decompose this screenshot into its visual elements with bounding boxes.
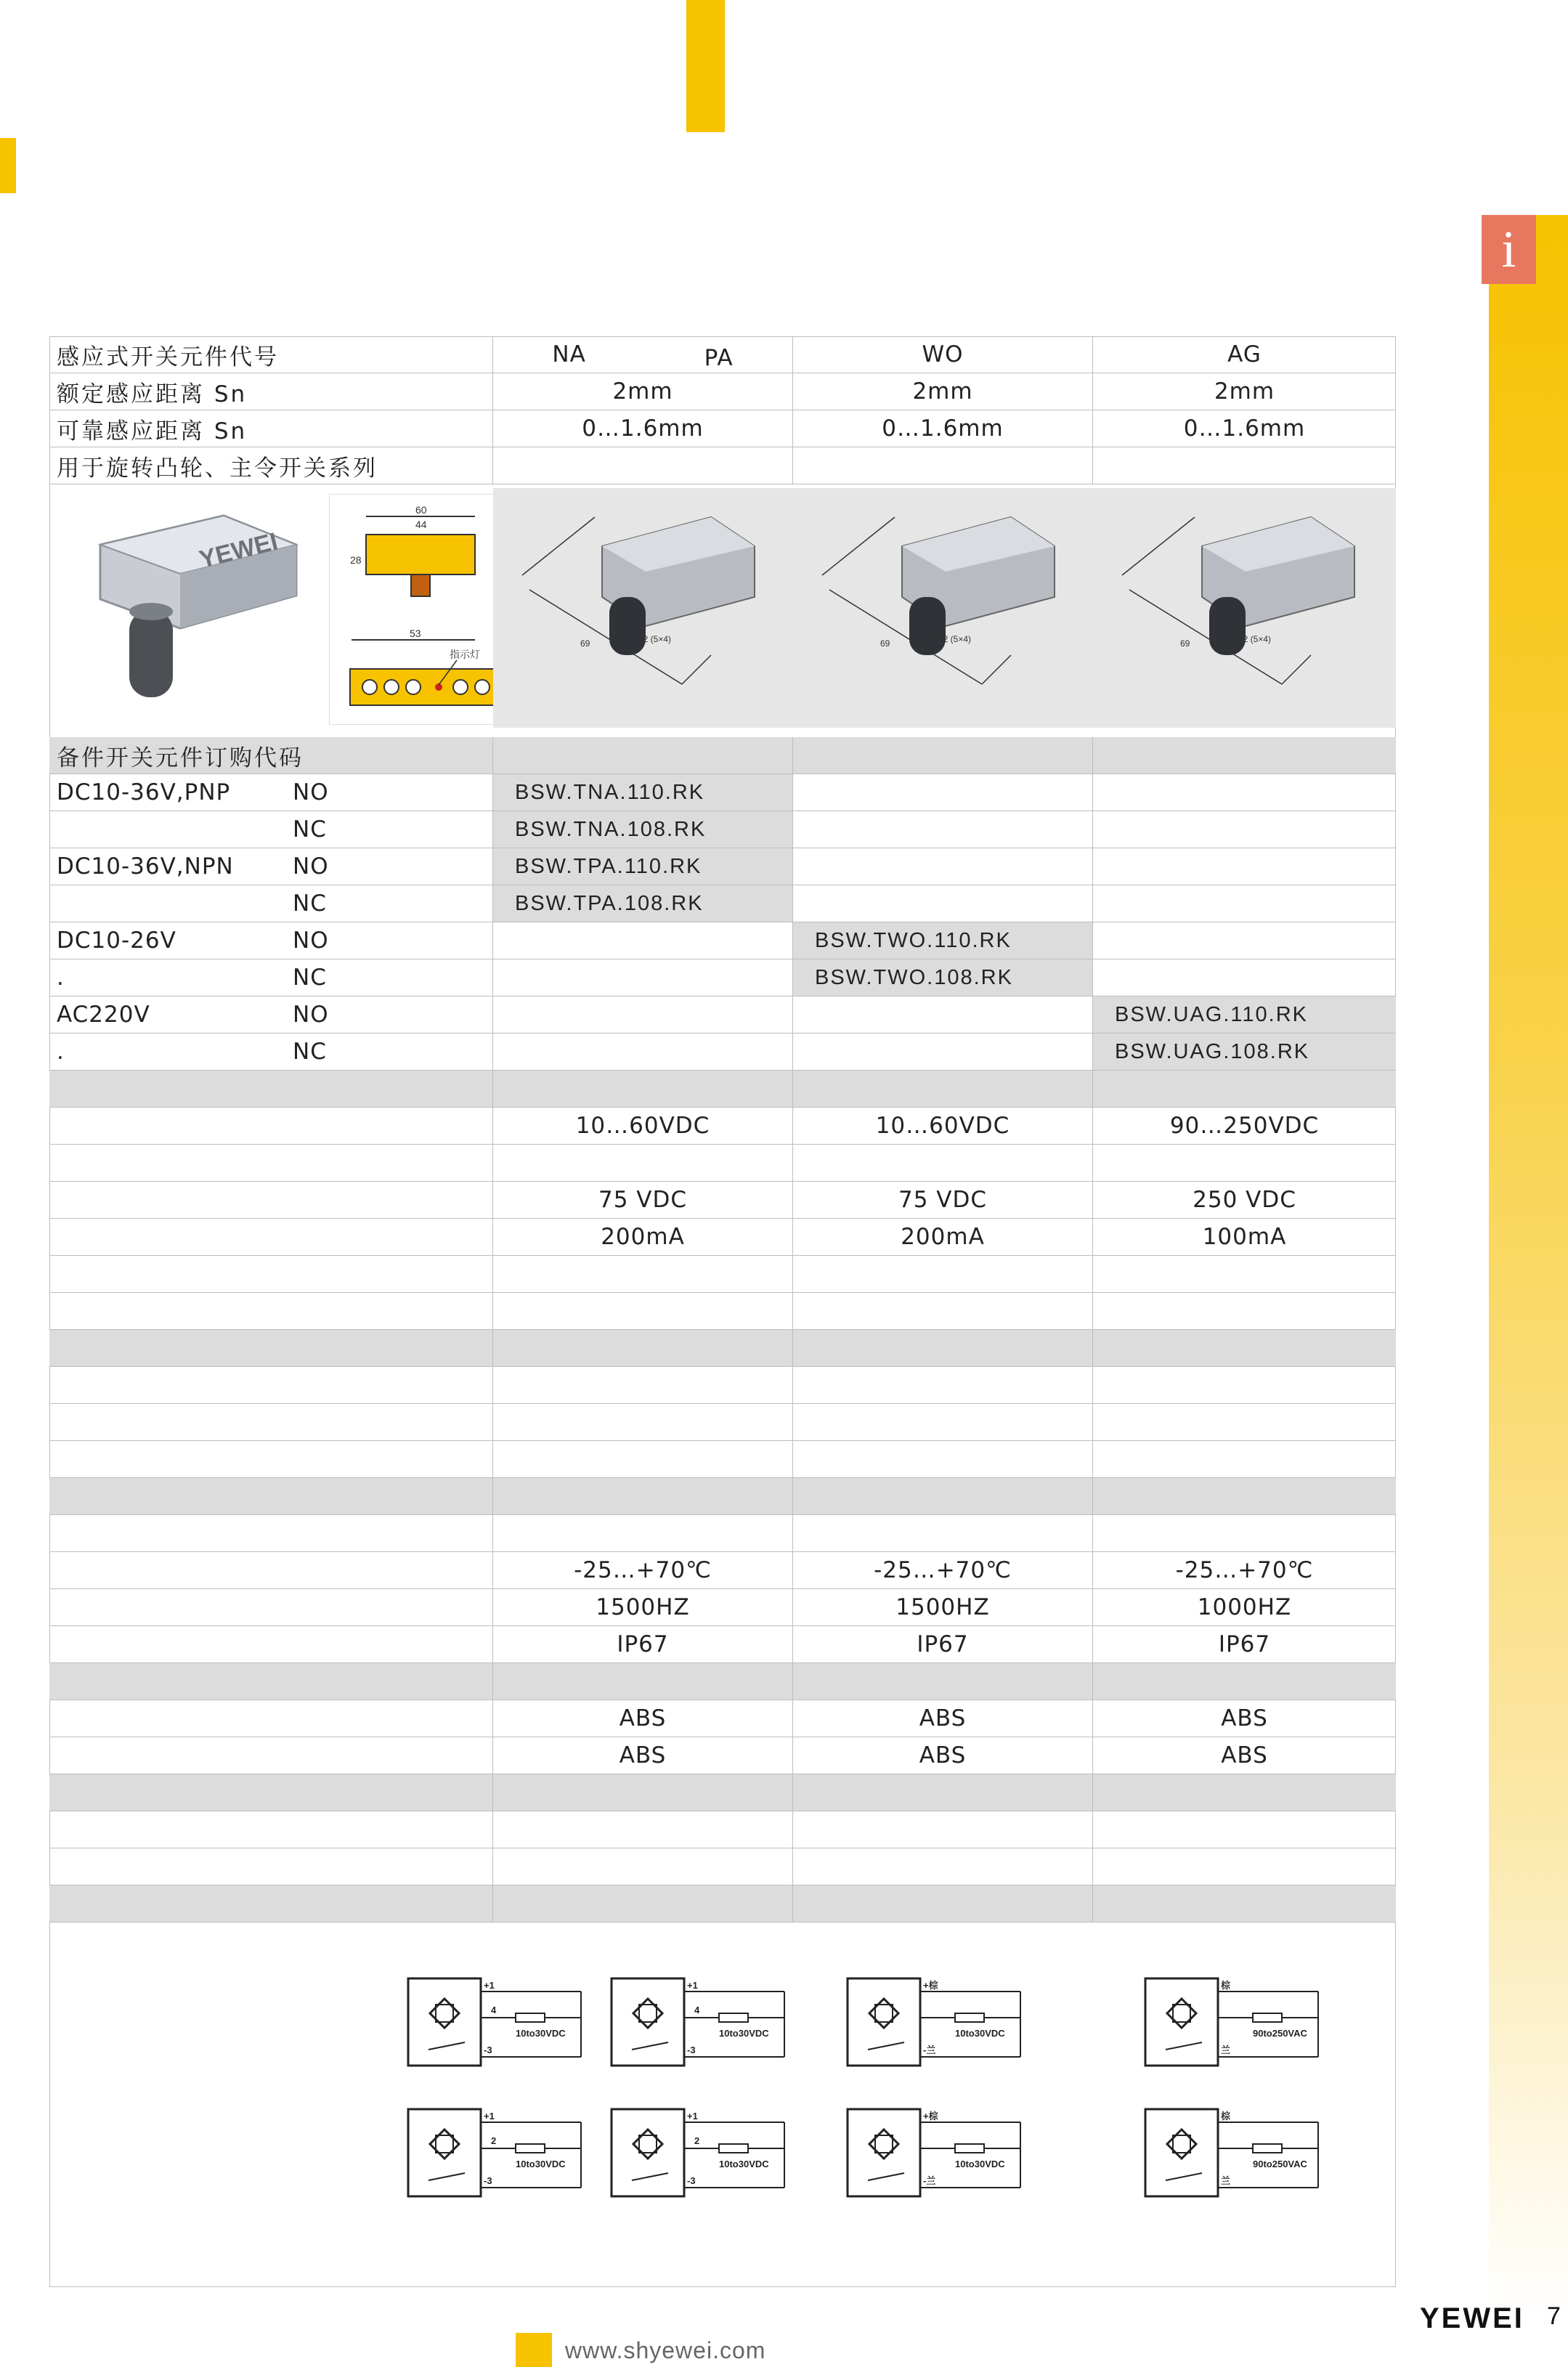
order-row [49, 774, 1396, 811]
supply-label: DC10-26V [57, 927, 176, 954]
supply-label: 10to30VDC [516, 2028, 566, 2039]
spec-value: -25…+70℃ [574, 1557, 712, 1583]
dim-label: 52 (5×4) [638, 634, 672, 644]
dim-label: 69 [1180, 638, 1190, 649]
terminal-label: 棕 [1221, 1980, 1231, 1991]
spec-value: IP67 [917, 1631, 969, 1657]
supply-label: DC10-36V,PNP [57, 779, 231, 805]
order-code: BSW.TPA.108.RK [515, 891, 704, 915]
code-wo: WO [922, 341, 964, 368]
spec-value: 1500HZ [895, 1594, 990, 1620]
value: 0…1.6mm [1183, 415, 1306, 442]
spec-row [49, 1700, 1396, 1737]
spec-row [49, 1108, 1396, 1145]
spec-row [49, 1663, 1396, 1700]
terminal-label: -兰 [923, 2175, 936, 2186]
terminal-label: -3 [484, 2175, 492, 2186]
spec-row [49, 1478, 1396, 1515]
order-row [49, 811, 1396, 848]
value: 2mm [612, 378, 673, 405]
wiring-diagram [1144, 1977, 1347, 2090]
order-row [49, 848, 1396, 885]
spec-row [49, 1811, 1396, 1848]
order-code: BSW.TNA.110.RK [515, 780, 705, 804]
dim-label: 69 [880, 638, 890, 649]
spec-row [49, 1330, 1396, 1367]
spec-row [49, 1293, 1396, 1330]
switch-render-wo [793, 488, 1093, 728]
spec-row [49, 1145, 1396, 1182]
spec-value: ABS [919, 1742, 967, 1769]
spec-row [49, 1737, 1396, 1774]
supply-label: AC220V [57, 1002, 150, 1028]
spec-row [49, 1515, 1396, 1552]
terminal-label: 棕 [1221, 2111, 1231, 2122]
value: 0…1.6mm [882, 415, 1004, 442]
terminal-label: -3 [687, 2045, 696, 2055]
terminal-label: +1 [687, 2111, 698, 2122]
indicator-label: 指示灯 [450, 649, 480, 660]
header-row-code [49, 336, 1396, 373]
terminal-label: 兰 [1221, 2175, 1231, 2186]
spec-value: IP67 [1218, 1631, 1271, 1657]
terminal-label: -3 [687, 2175, 696, 2186]
left-accent-bar [0, 138, 16, 193]
order-row [49, 996, 1396, 1034]
switch-photo [78, 501, 325, 719]
contact-label: NC [293, 965, 327, 991]
spec-row [49, 1589, 1396, 1626]
spec-value: 75 VDC [898, 1187, 988, 1213]
spec-row [49, 1071, 1396, 1108]
contact-label: NO [293, 853, 329, 880]
switch-render-ag [1093, 488, 1396, 728]
spec-value: -25…+70℃ [874, 1557, 1012, 1583]
spec-row [49, 1219, 1396, 1256]
code-na: NA [552, 341, 586, 368]
spec-value: 10…60VDC [575, 1113, 710, 1139]
order-row [49, 922, 1396, 959]
dim-label: 28 [350, 554, 362, 566]
contact-label: NC [293, 890, 327, 917]
row-label: 用于旋转凸轮、主令开关系列 [57, 455, 378, 482]
order-row [49, 1034, 1396, 1071]
spec-value: 10…60VDC [875, 1113, 1010, 1139]
contact-label: NO [293, 1002, 329, 1028]
spec-value: ABS [1221, 1742, 1268, 1769]
dim-label: 52 (5×4) [938, 634, 972, 644]
row-label: 感应式开关元件代号 [57, 344, 279, 370]
contact-label: NO [293, 927, 329, 954]
supply-label: 10to30VDC [516, 2159, 566, 2169]
value: 2mm [1214, 378, 1275, 405]
spec-value: -25…+70℃ [1175, 1557, 1314, 1583]
dim-label: 44 [415, 519, 427, 530]
terminal-label: 4 [694, 2005, 700, 2015]
order-code: BSW.TNA.108.RK [515, 817, 707, 841]
terminal-label: +1 [484, 2111, 495, 2122]
page-number: 7 [1547, 2302, 1561, 2330]
terminal-label: 4 [491, 2005, 497, 2015]
spec-row [49, 1441, 1396, 1478]
spec-row [49, 1885, 1396, 1923]
wiring-diagram [407, 2108, 610, 2220]
supply-label: 10to30VDC [955, 2159, 1005, 2169]
contact-label: NC [293, 1039, 327, 1065]
order-code: BSW.UAG.108.RK [1115, 1039, 1310, 1063]
spec-row [49, 1774, 1396, 1811]
supply-label: 90to250VAC [1253, 2159, 1307, 2169]
order-title: 备件开关元件订购代码 [57, 744, 304, 771]
header-row-rated [49, 373, 1396, 410]
spec-row [49, 1256, 1396, 1293]
wiring-diagram [610, 1977, 813, 2090]
spec-row [49, 1552, 1396, 1589]
row-label: 可靠感应距离 Sn [57, 418, 248, 444]
brand-logo: YEWEI [1420, 2302, 1524, 2334]
value: 2mm [912, 378, 973, 405]
dim-label: 52 (5×4) [1238, 634, 1272, 644]
spec-value: ABS [619, 1742, 667, 1769]
order-title-row [49, 737, 1396, 774]
product-images [49, 487, 1396, 734]
supply-label: 10to30VDC [719, 2159, 769, 2169]
terminal-label: +1 [687, 1980, 698, 1991]
wiring-diagram [407, 1977, 610, 2090]
order-code: BSW.UAG.110.RK [1115, 1002, 1308, 1026]
spec-row [49, 1404, 1396, 1441]
spec-value: 200mA [901, 1224, 985, 1250]
spec-value: 250 VDC [1193, 1187, 1296, 1213]
spec-row [49, 1367, 1396, 1404]
order-code: BSW.TPA.110.RK [515, 854, 702, 878]
order-code: BSW.TWO.108.RK [815, 965, 1013, 989]
header-row-reliable [49, 410, 1396, 447]
order-row [49, 885, 1396, 922]
terminal-label: +1 [484, 1980, 495, 1991]
order-row [49, 959, 1396, 996]
switch-render-na-pa [493, 488, 793, 728]
value: 0…1.6mm [582, 415, 704, 442]
terminal-label: +棕 [923, 1980, 938, 1991]
terminal-label: -兰 [923, 2045, 936, 2055]
wiring-diagram [610, 2108, 813, 2220]
terminal-label: 2 [694, 2135, 700, 2146]
bottom-accent-bar [516, 2333, 552, 2367]
dim-label: 60 [415, 504, 427, 516]
website-link[interactable]: www.shyewei.com [565, 2337, 766, 2363]
spec-value: IP67 [617, 1631, 669, 1657]
code-pa: PA [704, 345, 734, 371]
spec-value: ABS [919, 1705, 967, 1731]
supply-label: . [57, 1039, 65, 1065]
terminal-label: 2 [491, 2135, 497, 2146]
terminal-label: +棕 [923, 2111, 938, 2122]
supply-label: DC10-36V,NPN [57, 853, 234, 880]
spec-value: 75 VDC [598, 1187, 688, 1213]
spec-value: ABS [1221, 1705, 1268, 1731]
spec-value: 1000HZ [1197, 1594, 1292, 1620]
terminal-label: -3 [484, 2045, 492, 2055]
spec-value: ABS [619, 1705, 667, 1731]
supply-label: 90to250VAC [1253, 2028, 1307, 2039]
spec-row [49, 1626, 1396, 1663]
spec-row [49, 1848, 1396, 1885]
dim-label: 53 [410, 628, 421, 639]
dim-label: 69 [580, 638, 590, 649]
top-accent-bar [686, 0, 725, 132]
contact-label: NC [293, 816, 327, 843]
supply-label: 10to30VDC [719, 2028, 769, 2039]
supply-label: . [57, 965, 65, 991]
svg-text:YEWEI: YEWEI [196, 527, 281, 574]
wiring-diagram [1144, 2108, 1347, 2220]
order-code: BSW.TWO.110.RK [815, 928, 1012, 952]
contact-label: NO [293, 779, 329, 805]
spec-value: 100mA [1202, 1224, 1287, 1250]
header-row-usage [49, 447, 1396, 484]
wiring-diagram [846, 2108, 1049, 2220]
side-gradient-bar [1489, 215, 1568, 2321]
code-ag: AG [1227, 341, 1262, 368]
spec-value: 200mA [601, 1224, 685, 1250]
spec-value: 1500HZ [596, 1594, 690, 1620]
supply-label: 10to30VDC [955, 2028, 1005, 2039]
terminal-label: 兰 [1221, 2045, 1231, 2055]
row-label: 额定感应距离 Sn [57, 381, 248, 407]
wiring-diagram [846, 1977, 1049, 2090]
spec-value: 90…250VDC [1169, 1113, 1320, 1139]
spec-row [49, 1182, 1396, 1219]
side-info-tab: i [1482, 215, 1536, 284]
